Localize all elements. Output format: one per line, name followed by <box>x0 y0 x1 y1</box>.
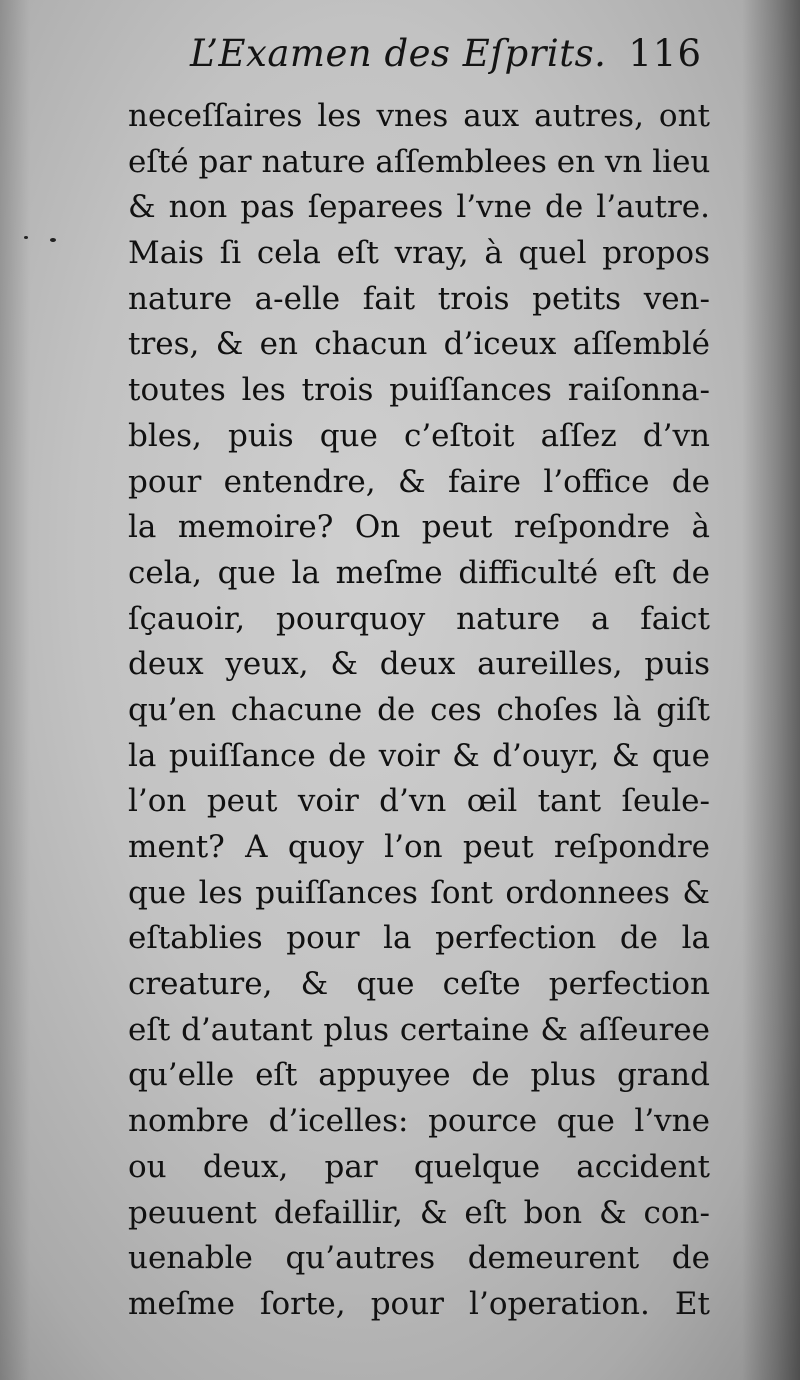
ink-speck <box>50 238 56 242</box>
text-line: eſtablies pour la perfection de la <box>128 920 710 957</box>
text-line: nombre d’icelles: pource que l’vne <box>128 1103 710 1140</box>
text-line: cela, que la meſme difficulté eſt de <box>128 554 710 591</box>
page-number: 116 <box>628 32 702 75</box>
text-line: l’on peut voir d’vn œil tant ſeule- <box>128 783 710 820</box>
page-header <box>190 32 710 82</box>
body-text <box>128 94 710 1328</box>
text-line: deux yeux, & deux aureilles, puis <box>128 646 710 683</box>
text-line: peuuent defaillir, & eſt bon & con- <box>128 1194 710 1231</box>
text-line: neceſſaires les vnes aux autres, ont <box>128 98 710 134</box>
text-line: creature, & que ceſte perfection <box>128 966 710 1003</box>
text-line: & non pas ſeparees l’vne de l’autre. <box>128 189 710 226</box>
text-line: tres, & en chacun d’iceux aſſemblé <box>128 326 710 363</box>
text-line: qu’en chacune de ces choſes là giſt <box>128 691 710 728</box>
text-line: uenable qu’autres demeurent de <box>128 1240 710 1277</box>
text-line: meſme ſorte, pour l’operation. Et <box>128 1285 710 1322</box>
ink-speck <box>24 236 28 239</box>
text-line: ment? A quoy l’on peut reſpondre <box>128 829 710 865</box>
text-line: eſté par nature aſſemblees en vn lieu <box>128 143 711 180</box>
text-line: ſçauoir, pourquoy nature a faict <box>128 600 710 637</box>
running-title: L’Examen des Eſprits. <box>190 32 607 75</box>
text-line: eſt d’autant plus certaine & aſſeuree <box>128 1011 710 1048</box>
text-line: qu’elle eſt appuyee de plus grand <box>128 1057 710 1094</box>
text-line: toutes les trois puiſſances raiſonna- <box>128 372 710 409</box>
text-line: ou deux, par quelque accident <box>128 1148 710 1185</box>
page-left-shadow <box>0 0 30 1380</box>
page-gutter-shadow <box>742 0 800 1380</box>
text-line: bles, puis que c’eſtoit aſſez d’vn <box>128 417 710 454</box>
text-line: Mais ſi cela eſt vray, à quel propos <box>128 235 710 272</box>
text-line: pour entendre, & faire l’office de <box>128 463 710 500</box>
text-line: la puiſſance de voir & d’ouyr, & que <box>128 737 710 774</box>
text-line: nature a-elle fait trois petits ven- <box>128 280 710 317</box>
text-line: que les puiſſances ſont ordonnees & <box>128 874 710 911</box>
text-line: la memoire? On peut reſpondre à <box>128 509 710 546</box>
